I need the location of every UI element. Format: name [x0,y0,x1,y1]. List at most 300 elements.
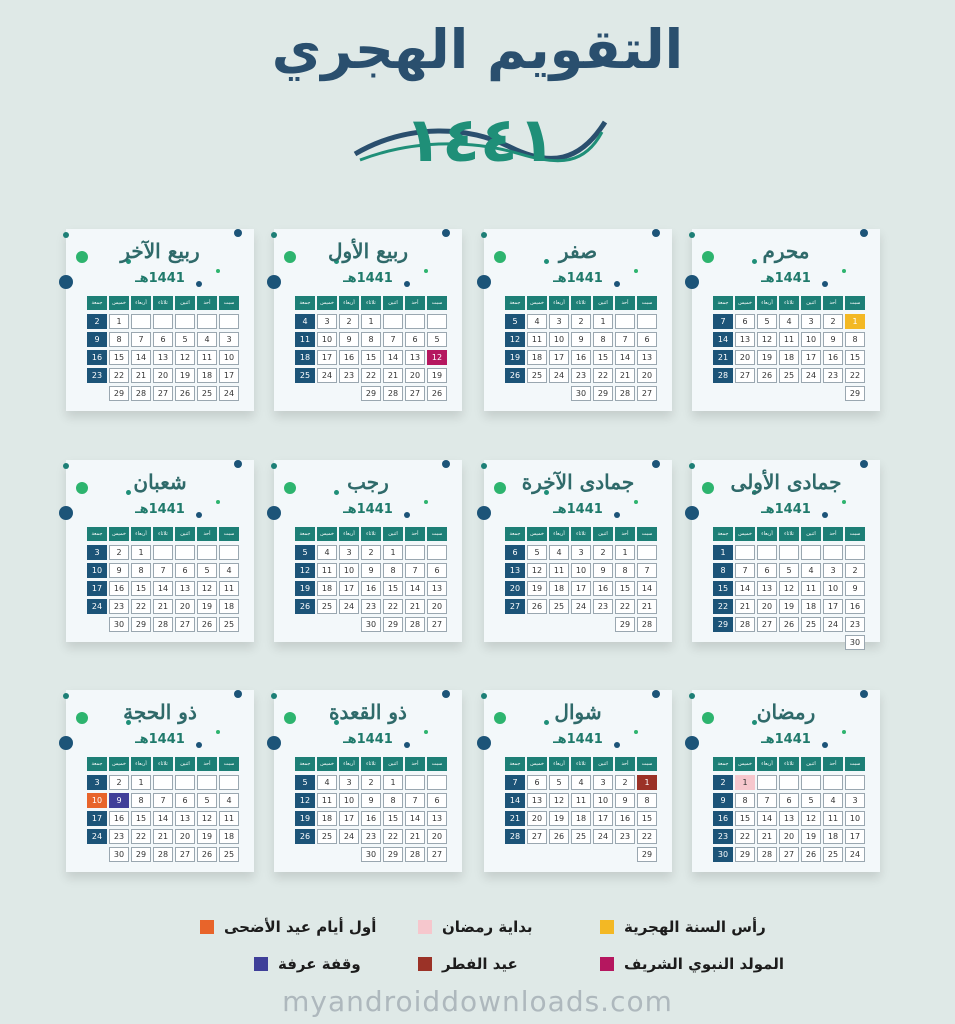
day-cell: 2 [109,545,129,560]
day-cell: 29 [845,386,865,401]
day-cell: 6 [175,793,195,808]
day-cell: 2 [615,775,635,790]
day-grid [504,527,658,635]
day-cell: 9 [593,563,613,578]
day-cell: 8 [735,793,755,808]
legend-item [600,918,766,936]
day-cell: 21 [505,811,525,826]
day-cell: 14 [153,581,173,596]
week-row [294,829,448,846]
weekday-header: سبت [637,527,657,541]
weekday-header: أحد [405,527,425,541]
weekday-header: جمعة [295,296,315,310]
weekday-header: اثنين [801,296,821,310]
week-row [294,581,448,598]
day-cell: 28 [615,386,635,401]
day-cell: 16 [713,811,733,826]
day-cell: 6 [527,775,547,790]
day-cell: 16 [361,811,381,826]
day-cell: 23 [339,368,359,383]
decor-dot [63,232,69,238]
day-cell: 8 [131,793,151,808]
weekday-header: ثلاثاء [779,527,799,541]
empty-cell [317,617,337,632]
day-cell: 4 [317,545,337,560]
empty-cell [779,635,799,650]
day-cell: 4 [219,563,239,578]
day-cell: 3 [87,775,107,790]
day-cell: 27 [637,386,657,401]
weekday-row [294,527,448,544]
weekday-header: اثنين [593,757,613,771]
day-cell: 12 [527,563,547,578]
empty-cell [549,847,569,862]
day-cell: 13 [735,332,755,347]
day-cell: 9 [845,581,865,596]
day-cell: 7 [637,563,657,578]
empty-cell [713,635,733,650]
day-cell: 12 [175,350,195,365]
weekday-header: سبت [219,527,239,541]
day-cell: 27 [735,368,755,383]
day-cell: 30 [845,635,865,650]
day-grid [712,296,866,404]
day-cell: 25 [197,386,217,401]
day-cell: 6 [427,563,447,578]
month-card [274,690,462,872]
day-cell: 11 [219,581,239,596]
week-row [86,847,240,864]
day-grid [294,527,448,635]
weekday-header: اثنين [801,527,821,541]
month-name: جمادى الآخرة [521,470,635,494]
legend-item [200,918,376,936]
day-cell: 26 [197,617,217,632]
weekday-row [294,757,448,774]
week-row [86,350,240,367]
weekday-header: جمعة [713,757,733,771]
day-cell: 8 [845,332,865,347]
empty-cell [175,775,195,790]
week-row [712,563,866,580]
weekday-header: جمعة [713,527,733,541]
day-cell: 27 [427,617,447,632]
month-year: 1441هـ [343,732,393,747]
day-cell: 14 [637,581,657,596]
week-row [294,775,448,792]
legend-label: بداية رمضان [442,918,533,936]
weekday-row [712,527,866,544]
day-cell: 1 [131,775,151,790]
day-cell: 2 [823,314,843,329]
weekday-header: اثنين [593,296,613,310]
weekday-header: ثلاثاء [571,296,591,310]
day-cell: 2 [571,314,591,329]
week-row [86,332,240,349]
decor-dot [860,690,868,698]
weekday-header: جمعة [295,757,315,771]
day-cell: 13 [153,350,173,365]
day-cell: 26 [757,368,777,383]
day-grid [504,757,658,865]
day-cell: 4 [823,793,843,808]
day-cell: 27 [405,386,425,401]
day-cell: 30 [571,386,591,401]
decor-dot [63,463,69,469]
weekday-row [294,296,448,313]
day-cell: 3 [219,332,239,347]
empty-cell [571,617,591,632]
day-cell: 1 [735,775,755,790]
month-name: ذو القعدة [329,700,407,724]
day-cell: 26 [549,829,569,844]
day-cell: 7 [405,563,425,578]
weekday-header: جمعة [295,527,315,541]
day-cell: 30 [109,617,129,632]
month-year: 1441هـ [761,732,811,747]
weekday-header: أربعاء [339,757,359,771]
day-cell: 19 [779,599,799,614]
weekday-header: سبت [637,296,657,310]
decor-dot [271,232,277,238]
empty-cell [615,314,635,329]
day-cell: 28 [757,847,777,862]
empty-cell [757,386,777,401]
empty-cell [87,847,107,862]
day-cell: 11 [779,332,799,347]
day-cell: 28 [505,829,525,844]
day-cell: 7 [131,332,151,347]
day-cell: 11 [823,811,843,826]
day-cell: 17 [593,811,613,826]
day-cell: 6 [757,563,777,578]
day-cell: 9 [615,793,635,808]
empty-cell [87,386,107,401]
day-cell: 6 [153,332,173,347]
weekday-header: اثنين [175,296,195,310]
decor-dot [689,693,695,699]
legend-item [418,918,533,936]
day-cell: 17 [823,599,843,614]
weekday-header: ثلاثاء [153,296,173,310]
weekday-header: سبت [427,527,447,541]
day-cell: 14 [131,350,151,365]
day-cell: 29 [615,617,635,632]
empty-cell [845,545,865,560]
day-cell: 2 [361,545,381,560]
week-row [504,829,658,846]
day-cell: 13 [779,811,799,826]
day-cell: 9 [361,793,381,808]
day-cell: 18 [801,599,821,614]
weekday-header: سبت [845,527,865,541]
day-cell: 20 [779,829,799,844]
day-cell: 9 [339,332,359,347]
weekday-header: جمعة [87,296,107,310]
day-cell: 7 [505,775,525,790]
day-cell: 24 [801,368,821,383]
day-cell: 3 [87,545,107,560]
week-row [712,811,866,828]
week-row [294,563,448,580]
week-row [712,775,866,792]
empty-cell [527,847,547,862]
weekday-header: خميس [735,527,755,541]
weekday-header: جمعة [505,296,525,310]
week-row [86,563,240,580]
weekday-header: سبت [219,296,239,310]
day-cell: 5 [197,793,217,808]
empty-cell [317,847,337,862]
empty-cell [153,545,173,560]
day-cell: 17 [571,581,591,596]
month-name: ربيع الأول [327,239,409,263]
day-cell: 22 [615,599,635,614]
empty-cell [317,386,337,401]
day-cell: 30 [109,847,129,862]
week-row [294,368,448,385]
day-cell: 22 [131,599,151,614]
day-cell: 24 [317,368,337,383]
day-cell: 19 [427,368,447,383]
legend-swatch [418,957,432,971]
month-year: 1441هـ [343,502,393,517]
empty-cell [295,617,315,632]
day-cell: 29 [383,617,403,632]
weekday-header: أحد [197,296,217,310]
day-cell: 27 [175,847,195,862]
day-cell: 23 [593,599,613,614]
weekday-header: أحد [197,757,217,771]
empty-cell [383,314,403,329]
month-name: رمضان [756,700,816,724]
empty-cell [405,314,425,329]
week-row [86,386,240,403]
weekday-header: سبت [427,757,447,771]
day-cell: 29 [713,617,733,632]
decor-dot [481,463,487,469]
day-cell: 28 [383,386,403,401]
empty-cell [219,775,239,790]
month-card [692,460,880,647]
weekday-row [86,527,240,544]
day-grid [712,757,866,865]
weekday-header: جمعة [87,527,107,541]
day-cell: 3 [845,793,865,808]
day-cell: 25 [219,847,239,862]
week-row [712,368,866,385]
day-cell: 5 [175,332,195,347]
weekday-header: سبت [427,296,447,310]
week-row [504,314,658,331]
day-cell: 24 [549,368,569,383]
month-card [66,690,254,872]
day-cell: 1 [593,314,613,329]
empty-cell [823,386,843,401]
day-cell: 9 [109,563,129,578]
day-cell: 6 [175,563,195,578]
day-cell: 29 [593,386,613,401]
day-cell: 10 [317,332,337,347]
day-cell: 28 [735,617,755,632]
weekday-header: أحد [823,527,843,541]
day-cell: 17 [549,350,569,365]
month-card [692,690,880,872]
week-row [294,599,448,616]
decor-dot [652,460,660,468]
day-cell: 21 [131,368,151,383]
day-cell: 29 [735,847,755,862]
day-cell: 12 [801,811,821,826]
weekday-header: ثلاثاء [779,296,799,310]
day-cell: 9 [713,793,733,808]
day-cell: 25 [823,847,843,862]
month-year: 1441هـ [761,271,811,286]
decor-dot [860,229,868,237]
day-cell: 3 [801,314,821,329]
day-cell: 7 [153,793,173,808]
day-cell: 13 [527,793,547,808]
day-cell: 18 [295,350,315,365]
day-cell: 5 [427,332,447,347]
day-cell: 20 [427,829,447,844]
week-row [86,811,240,828]
weekday-header: أحد [823,757,843,771]
legend-item [418,955,518,973]
month-name: شوال [554,700,602,724]
empty-cell [637,314,657,329]
day-cell: 27 [527,829,547,844]
day-cell: 11 [219,811,239,826]
weekday-header: أحد [405,757,425,771]
weekday-row [712,296,866,313]
day-cell: 14 [383,350,403,365]
day-cell: 15 [593,350,613,365]
day-cell: 1 [109,314,129,329]
weekday-header: جمعة [505,757,525,771]
day-cell: 10 [823,581,843,596]
week-row [504,581,658,598]
day-cell: 9 [571,332,591,347]
week-row [294,617,448,634]
day-cell: 14 [615,350,635,365]
weekday-header: خميس [735,296,755,310]
empty-cell [823,635,843,650]
day-cell: 15 [361,350,381,365]
day-cell: 29 [383,847,403,862]
empty-cell [405,775,425,790]
day-cell: 26 [197,847,217,862]
decor-dot [652,690,660,698]
day-cell: 20 [505,581,525,596]
month-year: 1441هـ [135,502,185,517]
legend-swatch [200,920,214,934]
day-cell: 18 [317,581,337,596]
day-cell: 11 [197,350,217,365]
day-cell: 6 [637,332,657,347]
week-row [504,617,658,634]
day-cell: 20 [405,368,425,383]
day-cell: 24 [823,617,843,632]
week-row [86,314,240,331]
day-cell: 27 [779,847,799,862]
weekday-header: أربعاء [549,527,569,541]
weekday-header: خميس [109,757,129,771]
day-cell: 3 [339,775,359,790]
page-title: التقويم الهجري [271,18,684,81]
weekday-header: أربعاء [339,527,359,541]
day-cell: 7 [383,332,403,347]
day-cell: 5 [295,545,315,560]
day-cell: 11 [295,332,315,347]
day-cell: 14 [405,811,425,826]
weekday-header: اثنين [383,296,403,310]
day-cell: 1 [615,545,635,560]
day-cell: 21 [383,368,403,383]
day-cell: 25 [219,617,239,632]
day-cell: 15 [637,811,657,826]
weekday-header: ثلاثاء [361,296,381,310]
day-cell: 2 [109,775,129,790]
day-cell: 23 [845,617,865,632]
day-cell: 7 [757,793,777,808]
weekday-header: أربعاء [757,527,777,541]
empty-cell [549,617,569,632]
day-cell: 8 [615,563,635,578]
day-cell: 25 [317,829,337,844]
decor-dot [234,690,242,698]
legend-swatch [418,920,432,934]
day-cell: 19 [801,829,821,844]
day-cell: 2 [593,545,613,560]
day-cell: 10 [845,811,865,826]
weekday-row [504,296,658,313]
day-cell: 2 [713,775,733,790]
day-cell: 18 [549,581,569,596]
empty-cell [823,545,843,560]
month-card [274,460,462,642]
day-grid [712,527,866,653]
day-cell: 14 [153,811,173,826]
day-cell: 19 [295,811,315,826]
empty-cell [339,847,359,862]
week-row [712,847,866,864]
day-cell: 3 [549,314,569,329]
empty-cell [593,617,613,632]
day-cell: 5 [505,314,525,329]
day-cell: 5 [801,793,821,808]
weekday-header: أحد [823,296,843,310]
empty-cell [197,545,217,560]
weekday-header: خميس [317,757,337,771]
day-cell: 26 [427,386,447,401]
day-cell: 12 [295,563,315,578]
day-cell: 1 [637,775,657,790]
day-cell: 28 [637,617,657,632]
day-grid [86,296,240,404]
day-cell: 23 [109,829,129,844]
week-row [712,314,866,331]
weekday-header: خميس [735,757,755,771]
day-cell: 10 [571,563,591,578]
week-row [712,829,866,846]
weekday-header: خميس [317,527,337,541]
weekday-header: جمعة [713,296,733,310]
day-cell: 26 [505,368,525,383]
empty-cell [175,314,195,329]
day-cell: 17 [87,811,107,826]
day-cell: 13 [505,563,525,578]
